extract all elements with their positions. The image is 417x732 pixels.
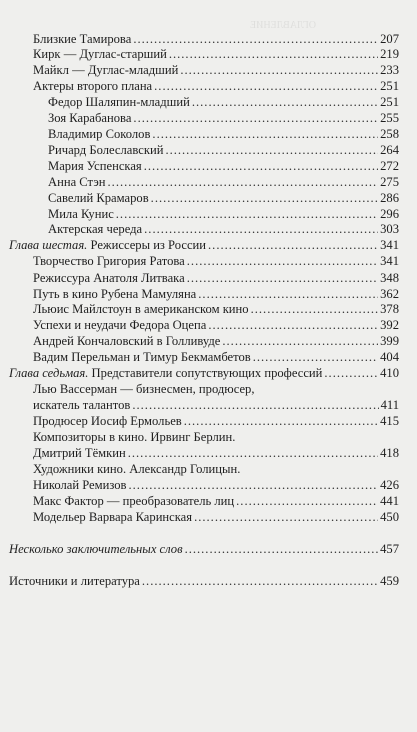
toc-entry-page: 410 xyxy=(380,366,399,380)
toc-entry-title: Путь в кино Рубена Мамуляна xyxy=(33,287,197,301)
toc-entry xyxy=(48,222,399,237)
toc-chapter-entry xyxy=(9,238,399,253)
toc-entry-title: Творчество Григория Ратова xyxy=(33,254,185,268)
leader-dots xyxy=(184,414,378,429)
leader-dots xyxy=(151,191,378,206)
toc-entry-title: Вадим Перельман и Тимур Бекмамбетов xyxy=(33,350,251,364)
toc-entry-title: Льюис Майлстоун в американском кино xyxy=(33,302,249,316)
toc-entry-page: 415 xyxy=(380,414,399,428)
chapter-name: Режиссеры из России xyxy=(87,238,207,252)
toc-entry-title: Художники кино. Александр Голицын. xyxy=(33,462,241,476)
toc-entry-title: Ричард Болеславский xyxy=(48,143,164,157)
toc-entry xyxy=(33,79,399,94)
toc-conclusion-entry xyxy=(9,542,399,557)
toc-entry-page: 362 xyxy=(380,287,399,301)
toc-entry-title-line2: искатель талантов xyxy=(33,398,131,412)
toc-entry xyxy=(33,254,399,269)
toc-sources-entry xyxy=(9,574,399,589)
toc-entry-title: Близкие Тамирова xyxy=(33,32,132,46)
toc-entry-page: 378 xyxy=(380,302,399,316)
toc-entry-title: Режиссура Анатоля Литвака xyxy=(33,271,185,285)
toc-entry-title: Майкл — Дуглас-младший xyxy=(33,63,179,77)
toc-chapter-entry xyxy=(9,366,399,381)
toc-entry xyxy=(48,95,399,110)
toc-entry-title: Источники и литература xyxy=(9,574,140,588)
toc-entry-page: 426 xyxy=(380,478,399,492)
toc-entry-title-line2: Дмитрий Тёмкин xyxy=(33,446,126,460)
toc-entry-title: Мила Кунис xyxy=(48,207,114,221)
toc-entry xyxy=(33,478,399,493)
toc-entry-page: 258 xyxy=(380,127,399,141)
leader-dots xyxy=(133,111,378,126)
toc-entry xyxy=(33,446,399,461)
toc-chapter-title xyxy=(9,366,322,381)
leader-dots xyxy=(251,302,379,317)
toc-entry xyxy=(48,191,399,206)
toc-entry-page: 233 xyxy=(380,63,399,77)
leader-dots xyxy=(253,350,378,365)
leader-dots xyxy=(180,63,378,78)
toc-entry-page: 219 xyxy=(380,47,399,61)
chapter-label: Глава седьмая. xyxy=(9,366,89,380)
toc-entry-page: 399 xyxy=(380,334,399,348)
toc-entry-page: 418 xyxy=(380,446,399,460)
toc-entry-title: Продюсер Иосиф Ермольев xyxy=(33,414,182,428)
toc-entry-page: 457 xyxy=(380,542,399,556)
leader-dots xyxy=(144,159,378,174)
leader-dots xyxy=(187,271,378,286)
leader-dots xyxy=(142,574,378,589)
toc-entry-title: Андрей Кончаловский в Голливуде xyxy=(33,334,221,348)
toc-entry xyxy=(48,175,399,190)
leader-dots xyxy=(236,494,378,509)
leader-dots xyxy=(185,542,379,557)
toc-entry xyxy=(33,494,399,509)
leader-dots xyxy=(129,478,379,493)
leader-dots xyxy=(116,207,378,222)
toc-entry-page: 264 xyxy=(380,143,399,157)
toc-entry xyxy=(33,510,399,525)
toc-entry-page: 450 xyxy=(380,510,399,524)
toc-entry-title: Макс Фактор — преобразователь лиц xyxy=(33,494,235,508)
toc-entry-title: Анна Стэн xyxy=(48,175,106,189)
leader-dots xyxy=(152,127,378,142)
toc-entry xyxy=(48,207,399,222)
toc-entry-page: 296 xyxy=(380,207,399,221)
show-through: ОГЛАВЛЕНИЕ xyxy=(250,20,316,31)
leader-dots xyxy=(128,446,378,461)
toc-entry xyxy=(48,111,399,126)
toc-entry xyxy=(33,398,399,413)
toc-entry xyxy=(48,159,399,174)
toc-entry-page: 251 xyxy=(380,79,399,93)
toc-entry xyxy=(33,271,399,286)
toc-entry-page: 404 xyxy=(380,350,399,364)
toc-entry-title: Зоя Карабанова xyxy=(48,111,132,125)
leader-dots xyxy=(169,47,378,62)
chapter-label: Глава шестая. xyxy=(9,238,88,252)
toc-entry-page: 207 xyxy=(380,32,399,46)
toc-entry xyxy=(33,334,399,349)
toc-entry-title-line2: Николай Ремизов xyxy=(33,478,127,492)
leader-dots xyxy=(108,175,379,190)
toc-entry-page: 272 xyxy=(380,159,399,173)
toc-entry-title: Композиторы в кино. Ирвинг Берлин. xyxy=(33,430,236,444)
toc-entry-page: 275 xyxy=(380,175,399,189)
toc-entry xyxy=(33,47,399,62)
toc-entry-title: Актеры второго плана xyxy=(33,79,153,93)
toc-entry-page: 441 xyxy=(380,494,399,508)
toc-entry-title: Успехи и неудачи Федора Оцепа xyxy=(33,318,207,332)
toc-entry xyxy=(33,287,399,302)
toc-entry xyxy=(33,318,399,333)
toc-entry xyxy=(33,32,399,47)
leader-dots xyxy=(222,334,378,349)
toc-entry-page: 341 xyxy=(380,238,399,252)
leader-dots xyxy=(324,366,378,381)
toc-entry xyxy=(33,302,399,317)
toc-entry-title: Савелий Крамаров xyxy=(48,191,149,205)
leader-dots xyxy=(208,318,378,333)
leader-dots xyxy=(187,254,378,269)
toc-entry-page: 251 xyxy=(380,95,399,109)
toc-entry-page: 348 xyxy=(380,271,399,285)
toc-entry-page: 303 xyxy=(380,222,399,236)
leader-dots xyxy=(208,238,378,253)
leader-dots xyxy=(198,287,378,302)
toc-chapter-title xyxy=(9,238,206,253)
toc-entry-page: 392 xyxy=(380,318,399,332)
toc-entry-title: Федор Шаляпин-младший xyxy=(48,95,190,109)
toc-entry-page: 459 xyxy=(380,574,399,588)
toc-entry-title: Несколько заключительных слов xyxy=(9,542,183,556)
leader-dots xyxy=(133,32,378,47)
toc-entry xyxy=(33,414,399,429)
toc-entry-title: Мария Успенская xyxy=(48,159,142,173)
toc-entry xyxy=(33,63,399,78)
toc-entry xyxy=(48,143,399,158)
leader-dots xyxy=(132,398,378,413)
leader-dots xyxy=(165,143,378,158)
toc-entry-page: 255 xyxy=(380,111,399,125)
toc-entry-page: 411 xyxy=(380,398,399,412)
toc-entry-page: 341 xyxy=(380,254,399,268)
toc-entry-title: Кирк — Дуглас-старший xyxy=(33,47,167,61)
leader-dots xyxy=(144,222,378,237)
toc-entry-title: Актерская череда xyxy=(48,222,143,236)
leader-dots xyxy=(194,510,378,525)
toc-entry-title: Владимир Соколов xyxy=(48,127,151,141)
toc-entry xyxy=(48,127,399,142)
toc-entry-title: Лью Вассерман — бизнесмен, продюсер, xyxy=(33,382,255,396)
toc-entry-page: 286 xyxy=(380,191,399,205)
toc-entry-title: Модельер Варвара Каринская xyxy=(33,510,193,524)
chapter-name: Представители сопутствующих профессий xyxy=(88,366,323,380)
leader-dots xyxy=(154,79,378,94)
leader-dots xyxy=(192,95,378,110)
toc-entry xyxy=(33,350,399,365)
